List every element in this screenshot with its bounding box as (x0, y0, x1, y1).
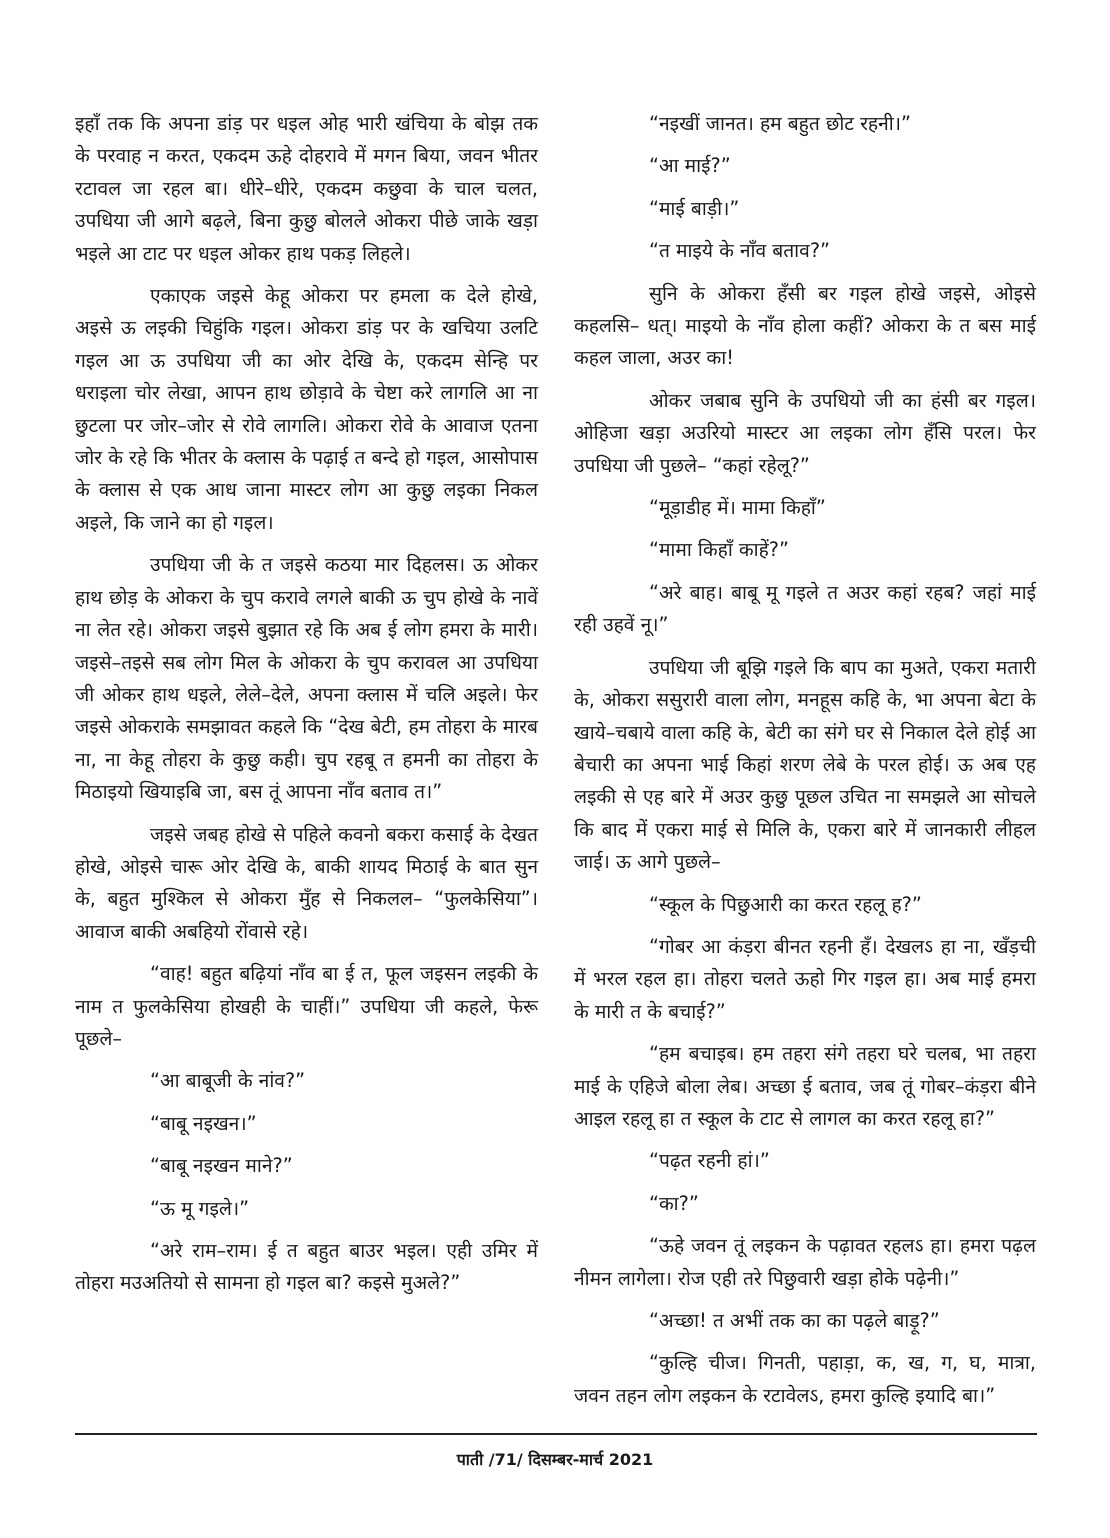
paragraph: “का?” (649, 1191, 699, 1215)
paragraph: “अरे राम–राम। ई त बहुत बाउर भइल। एही उमिर में तोहरा मउअतियो से सामना हो गइल बा? कइसे मुअले?” (75, 1239, 538, 1295)
paragraph: “स्कूल के पिछुआरी का करत रहलू ह?” (649, 892, 922, 916)
paragraph: “आ बाबूजी के नांव?” (150, 1069, 306, 1093)
paragraph: “आ माई?” (649, 154, 731, 178)
left-column (75, 108, 538, 1310)
right-column (574, 108, 1036, 1422)
paragraph: “अरे बाह। बाबू मू गइले त अउर कहां रहब? जहां माई रही उहवें नू।” (574, 580, 1036, 637)
paragraph: “वाह! बहुत बढ़ियां नाँव बा ई त, फूल जइसन लइकी के नाम त फुलकेसिया होखही के चाहीं।” उपधिया जी कहले, फेरू पूछले– (75, 962, 538, 1050)
paragraph: सुनि के ओकरा हँसी बर गइल होखे जइसे, ओइसे कहलसि– धत्। माइयो के नाँव होला कहीं? ओकरा के त बस माई कहल जाला, अउर का! (574, 281, 1036, 370)
paragraph: “अच्छा! त अभीं तक का का पढ़ले बाड़ू?” (649, 1309, 940, 1332)
paragraph: “ऊहे जवन तूं लइकन के पढ़ावत रहलऽ हा। हमरा पढ़ल नीमन लागेला। रोज एही तरे पिछुवारी खड़ा होके पढ़ेनी।” (574, 1234, 1036, 1290)
paragraph: “नइखीं जानत। हम बहुत छोट रहनी।” (649, 112, 911, 135)
paragraph: “बाबू नइखन।” (150, 1111, 257, 1135)
paragraph: उपधिया जी के त जइसे कठया मार दिहलस। ऊ ओकर हाथ छोड़ के ओकरा के चुप करावे लगले बाकी ऊ चुप होखे के नावें ना लेत रहे। ओकरा जइसे बुझात रहे कि अब ई लोग हमरा के मारी। जइसे–तइसे सब लोग मिल के ओकरा के चुप करावल आ उपधिया जी ओकर हाथ धइले, लेले–देले, अपना क्लास में चलि अइले। फेर जइसे ओकराके समझावत कहले कि “देख बेटी, हम तोहरा के मारब ना, ना केहू तोहरा के कुछु कही। चुप रहबू त हमनी का तोहरा के मिठाइयो खियाइबि जा, बस तूं आपना नाँव बताव त।” (75, 553, 538, 804)
paragraph: “गोबर आ कंड़रा बीनत रहनी हँ। देखलऽ हा ना, खँड़ची में भरल रहल हा। तोहरा चलते ऊहो गिर गइल हा। अब माई हमरा के मारी त के बचाई?” (574, 934, 1036, 1023)
paragraph: “मूड़ाडीह में। मामा किहाँ” (649, 496, 826, 520)
paragraph: “बाबू नइखन माने?” (150, 1154, 293, 1178)
page-footer: पाती /71/ दिसम्बर-मार्च 2021 (456, 1450, 654, 1469)
paragraph: एकाएक जइसे केहू ओकरा पर हमला क देले होखे, अइसे ऊ लइकी चिहुंकि गइल। ओकरा डांड़ पर के खचिया उलटि गइल आ ऊ उपधिया जी का ओर देखि के, एकदम सेन्हि पर धराइला चोर लेखा, आपन हाथ छोड़ावे के चेष्टा करे लागलि आ ना छुटला पर जोर–जोर से रोवे लागलि। ओकरा रोवे के आवाज एतना जोर के रहे कि भीतर के क्लास के पढ़ाई त बन्दे हो गइल, आसोपास के क्लास से एक आध जाना मास्टर लोग आ कुछु लइका निकल अइले, कि जाने का हो गइल। (75, 284, 538, 534)
paragraph: इहाँ तक कि अपना डांड़ पर धइल ओह भारी खंचिया के बोझ तक के परवाह न करत, एकदम ऊहे दोहरावे में मगन बिया, जवन भीतर रटावल जा रहल बा। धीरे–धीरे, एकदम कछुवा के चाल चलत, उपधिया जी आगे बढ़ले, बिना कुछु बोलले ओकरा पीछे जाके खड़ा भइले आ टाट पर धइल ओकर हाथ पकड़ लिहले। (75, 112, 538, 265)
paragraph: “पढ़त रहनी हां।” (649, 1149, 770, 1173)
paragraph: उपधिया जी बूझि गइले कि बाप का मुअते, एकरा मतारी के, ओकरा ससुरारी वाला लोग, मनहूस कहि के, भा अपना बेटा के खाये–चबाये वाला कहि के, बेटी का संगे घर से निकाल देले होई आ बेचारी का अपना भाई किहां शरण लेबे के परल होई। ऊ अब एह लइकी से एह बारे में अउर कुछु पूछल उचित ना समझले आ सोचले कि बाद में एकरा माई से मिलि के, एकरा बारे में जानकारी लीहल जाई। ऊ आगे पुछले– (574, 655, 1036, 874)
footer-rule (75, 1433, 1037, 1435)
paragraph: ओकर जबाब सुनि के उपधियो जी का हंसी बर गइल। ओहिजा खड़ा अउरियो मास्टर आ लइका लोग हँसि परल। फेर उपधिया जी पुछले– “कहां रहेलू?” (574, 388, 1036, 477)
paragraph: “माई बाड़ी।” (649, 196, 740, 220)
paragraph: “कुल्हि चीज। गिनती, पहाड़ा, क, ख, ग, घ, मात्रा, जवन तहन लोग लइकन के रटावेलऽ, हमरा कुल्हि इयादि बा।” (574, 1351, 1036, 1407)
paragraph: जइसे जबह होखे से पहिले कवनो बकरा कसाई के देखत होखे, ओइसे चारू ओर देखि के, बाकी शायद मिठाई के बात सुन के, बहुत मुश्किल से ओकरा मुँह से निकलल– “फुलकेसिया”। आवाज बाकी अबहियो रोंवासे रहे। (75, 822, 538, 943)
paragraph: “ऊ मू गइले।” (150, 1196, 250, 1220)
paragraph: “हम बचाइब। हम तहरा संगे तहरा घरे चलब, भा तहरा माई के एहिजे बोला लेब। अच्छा ई बताव, जब तूं गोबर–कंड़रा बीने आइल रहलू हा त स्कूल के टाट से लागल का करत रहलू हा?” (574, 1042, 1036, 1130)
paragraph: “त माइये के नाँव बताव?” (649, 239, 830, 263)
paragraph: “मामा किहाँ काहें?” (649, 538, 789, 562)
